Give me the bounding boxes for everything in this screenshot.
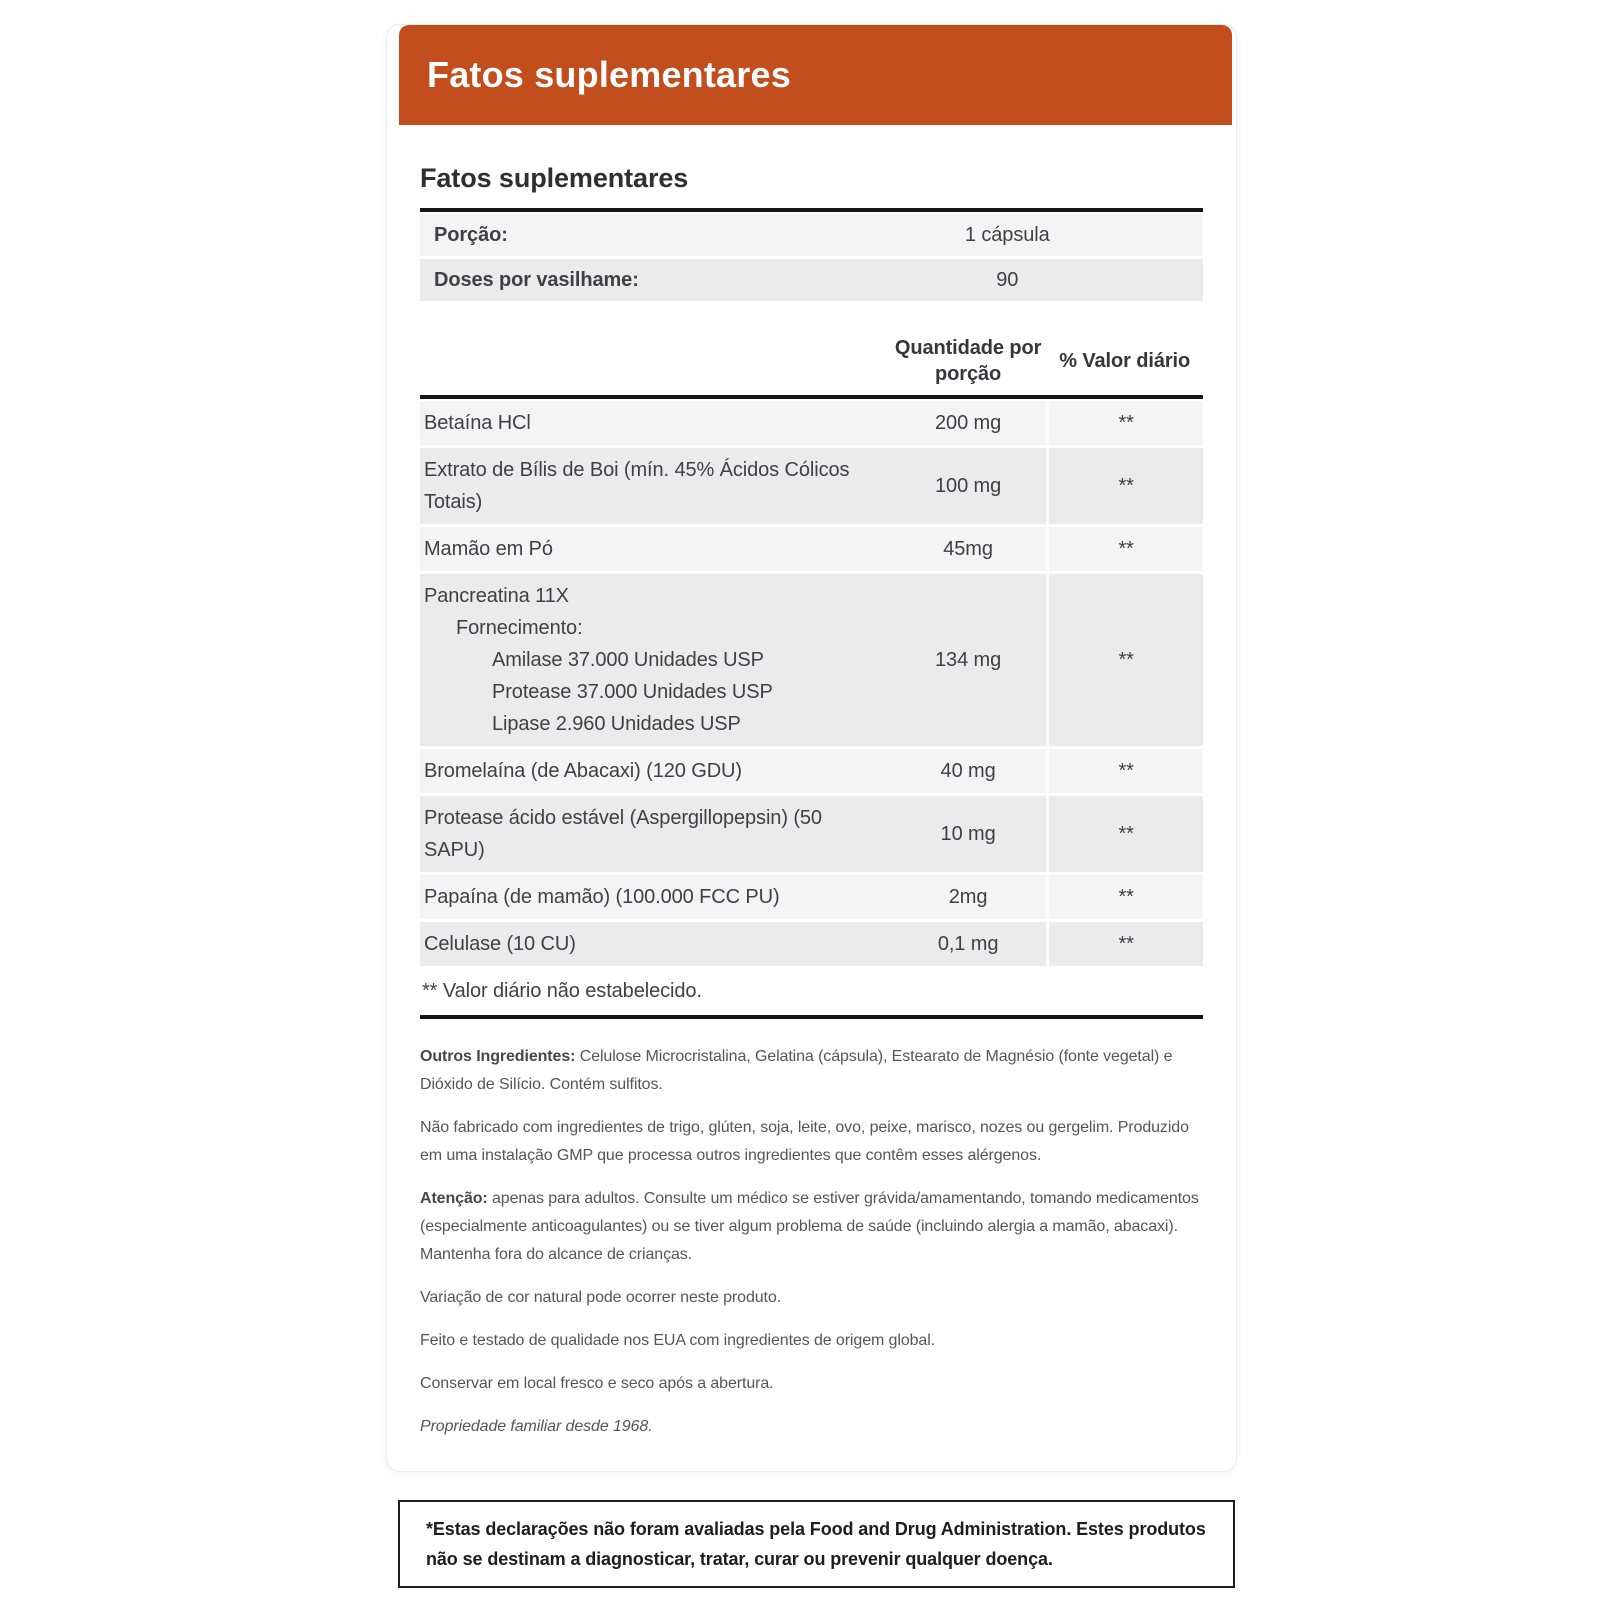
rule-under-headers (420, 395, 1203, 399)
ingredient-name-line: Protease ácido estável (Aspergillopepsin) (50 SAPU) (424, 807, 822, 861)
rule-top (420, 208, 1203, 212)
info-paragraph: Conservar em local fresco e seco após a abertura. (420, 1375, 774, 1392)
fda-disclaimer-text: *Estas declarações não foram avaliadas pela Food and Drug Administration. Estes produtos não se destinam a diagnosticar, tratar, curar ou prevenir qualquer doença. (426, 1519, 1206, 1569)
ingredient-daily-value: ** (1046, 527, 1203, 571)
serving-value: 1 cápsula (964, 224, 1050, 246)
paragraph-lead: Atenção: (420, 1190, 488, 1207)
ingredient-daily-value: ** (1046, 875, 1203, 919)
daily-value-footnote: ** Valor diário não estabelecido. (422, 980, 702, 1002)
serving-value: 90 (996, 269, 1019, 291)
ingredient-name-line: Papaína (de mamão) (100.000 FCC PU) (424, 886, 780, 908)
ingredient-amount: 134 mg (935, 648, 1002, 671)
ingredient-daily-value: ** (1046, 448, 1203, 524)
info-paragraph: Atenção: apenas para adultos. Consulte um médico se estiver grávida/amamentando, tomando medicamentos (especialmente anticoagulantes) ou se tiver algum problema de saúde (incluindo alergia a mamão, abacaxi). Mantenha fora do alcance de crianças. (420, 1190, 1199, 1263)
ingredient-daily-value: ** (1046, 922, 1203, 966)
info-paragraph: Não fabricado com ingredientes de trigo, glúten, soja, leite, ovo, peixe, marisco, nozes ou gergelim. Produzido em uma instalação GMP que processa outros ingredientes que contêm esses alérgenos. (420, 1119, 1189, 1164)
ingredient-daily-value: ** (1046, 749, 1203, 793)
paragraph-lead: Outros Ingredientes: (420, 1048, 576, 1065)
ingredient-name-cell (420, 574, 890, 746)
ingredient-row (420, 796, 1203, 872)
info-paragraph: Feito e testado de qualidade nos EUA com ingredientes de origem global. (420, 1332, 936, 1349)
ingredient-daily-value: ** (1046, 401, 1203, 445)
rule-bottom (420, 1015, 1203, 1019)
column-header-amount: Quantidade por porção (894, 337, 1042, 385)
ingredient-name-line: Amilase 37.000 Unidades USP (492, 649, 764, 671)
ingredient-row (420, 448, 1203, 524)
ingredient-name-line: Mamão em Pó (424, 538, 553, 560)
ingredient-amount: 10 mg (940, 822, 996, 845)
ingredient-name-line: Lipase 2.960 Unidades USP (492, 713, 741, 735)
content-column (386, 0, 1237, 1588)
ingredient-name-line: Betaína HCl (424, 412, 531, 434)
ingredient-name-line: Extrato de Bílis de Boi (mín. 45% Ácidos Cólicos Totais) (424, 459, 850, 513)
info-paragraph: Propriedade familiar desde 1968. (420, 1418, 653, 1435)
ingredient-name-cell (420, 796, 890, 872)
ingredients-table (420, 401, 1203, 966)
serving-row (420, 259, 1203, 301)
ingredient-amount: 200 mg (935, 411, 1002, 434)
ingredient-row (420, 922, 1203, 966)
serving-label: Porção: (434, 224, 508, 246)
ingredient-row (420, 749, 1203, 793)
ingredient-name-cell (420, 875, 890, 919)
card-body (387, 163, 1236, 1471)
supplement-facts-card (386, 24, 1237, 1472)
ingredient-name-cell (420, 401, 890, 445)
ingredient-row (420, 401, 1203, 445)
fda-disclaimer-box (398, 1500, 1235, 1588)
ingredient-name-line: Celulase (10 CU) (424, 933, 576, 955)
facts-banner (399, 25, 1232, 125)
ingredient-name-line: Protease 37.000 Unidades USP (492, 681, 773, 703)
ingredient-row (420, 527, 1203, 571)
ingredient-name-cell (420, 922, 890, 966)
ingredient-amount: 45mg (943, 537, 993, 560)
ingredient-amount: 100 mg (935, 474, 1002, 497)
serving-label: Doses por vasilhame: (434, 269, 639, 291)
ingredient-name-line: Pancreatina 11X (424, 585, 569, 607)
ingredient-name-cell (420, 527, 890, 571)
ingredient-name-cell (420, 749, 890, 793)
banner-title: Fatos suplementares (427, 54, 791, 95)
ingredient-amount: 40 mg (940, 759, 996, 782)
info-paragraph: Variação de cor natural pode ocorrer neste produto. (420, 1289, 782, 1306)
ingredient-row (420, 875, 1203, 919)
serving-table (420, 214, 1203, 301)
column-headers (420, 335, 1203, 395)
ingredient-daily-value: ** (1046, 796, 1203, 872)
ingredient-name-line: Fornecimento: (456, 617, 583, 639)
ingredient-name-cell (420, 448, 890, 524)
facts-heading: Fatos suplementares (420, 163, 689, 193)
info-paragraph: Outros Ingredientes: Celulose Microcristalina, Gelatina (cápsula), Estearato de Magnésio (fonte vegetal) e Dióxido de Silício. Contém sulfitos. (420, 1048, 1173, 1093)
ingredient-amount: 0,1 mg (937, 932, 999, 955)
ingredient-daily-value: ** (1046, 574, 1203, 746)
column-header-daily-value: % Valor diário (1059, 350, 1191, 372)
info-paragraphs (420, 1043, 1203, 1441)
serving-row (420, 214, 1203, 256)
ingredient-row (420, 574, 1203, 746)
ingredient-name-line: Bromelaína (de Abacaxi) (120 GDU) (424, 760, 742, 782)
ingredient-amount: 2mg (948, 885, 988, 908)
